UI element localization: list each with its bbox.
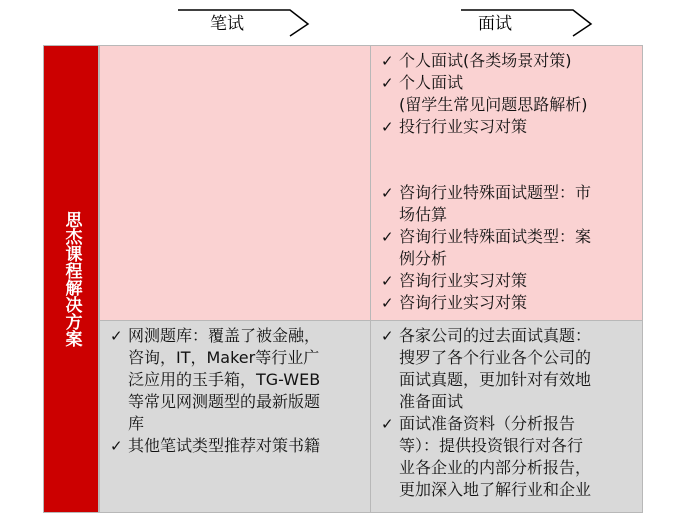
list-item: ✓ 投行行业实习对策 bbox=[381, 117, 528, 136]
interview-label: 面试 bbox=[478, 14, 512, 34]
written-bottom-list bbox=[110, 325, 362, 457]
check-mark-icon: ✓ bbox=[110, 327, 123, 345]
list-item: ✓ 其他笔试类型推荐对策书籍 bbox=[110, 436, 321, 455]
written-top-cell bbox=[99, 45, 371, 321]
arrow-right-icon bbox=[178, 0, 313, 40]
interview-top-cell bbox=[370, 45, 643, 321]
list-item: ✓ 面试准备资料（分析报告 等）：提供投资银行对各行 业各企业的内部分析报告， 更加深入地了解行业和企业 bbox=[381, 414, 592, 499]
check-mark-icon: ✓ bbox=[381, 74, 394, 92]
list-item: ✓ 咨询行业实习对策 bbox=[381, 271, 528, 290]
check-mark-icon: ✓ bbox=[381, 52, 394, 70]
interview-bottom-list bbox=[381, 325, 634, 501]
list-item: ✓ 各家公司的过去面试真题： 搜罗了各个行业各个公司的 面试真题，更加针对有效地 准备面试 bbox=[381, 326, 592, 411]
list-item: ✓ 咨询行业特殊面试题型：市 场估算 bbox=[381, 183, 592, 224]
check-mark-icon: ✓ bbox=[381, 327, 394, 345]
list-item: ✓ 咨询行业实习对策 bbox=[381, 293, 528, 312]
check-mark-icon: ✓ bbox=[381, 118, 394, 136]
written-test-arrow bbox=[178, 0, 313, 40]
list-item: ✓ 个人面试(各类场景对策) bbox=[381, 51, 572, 70]
side-title: 思杰课程解决方案 bbox=[61, 211, 82, 347]
check-mark-icon: ✓ bbox=[381, 294, 394, 312]
solution-grid bbox=[43, 45, 643, 513]
check-mark-icon: ✓ bbox=[381, 184, 394, 202]
side-title-bar bbox=[43, 45, 99, 513]
written-bottom-cell bbox=[99, 320, 371, 513]
check-mark-icon: ✓ bbox=[381, 272, 394, 290]
list-item: ✓ 网测题库：覆盖了被金融， 咨询，IT，Maker等行业广 泛应用的玉手箱，TG-WEB 等常见网测题型的最新版题 库 bbox=[110, 326, 321, 433]
written-test-label: 笔试 bbox=[210, 14, 244, 34]
check-mark-icon: ✓ bbox=[381, 228, 394, 246]
interview-top-list bbox=[381, 50, 634, 314]
list-item: ✓ 咨询行业特殊面试类型：案 例分析 bbox=[381, 227, 592, 268]
check-mark-icon: ✓ bbox=[381, 415, 394, 433]
check-mark-icon: ✓ bbox=[110, 437, 123, 455]
interview-arrow bbox=[461, 0, 596, 40]
list-item: ✓ 个人面试 (留学生常见问题思路解析) bbox=[381, 73, 588, 114]
interview-bottom-cell bbox=[370, 320, 643, 513]
